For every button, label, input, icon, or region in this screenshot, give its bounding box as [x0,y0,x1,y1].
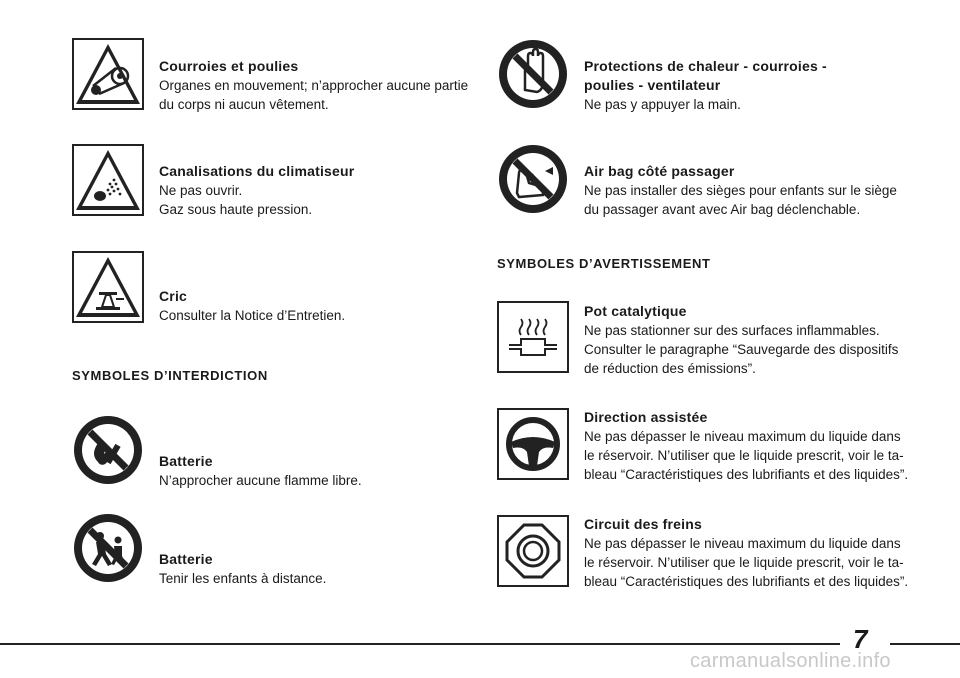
item-desc-line: du corps ni aucun vêtement. [159,97,329,112]
catalytic-text [584,302,898,378]
warning-heading: SYMBOLES D’AVERTISSEMENT [497,256,711,271]
page-number: 7 [853,624,868,654]
jack-text [159,287,345,325]
item-title: Batterie [159,551,213,567]
item-desc-line: Ne pas stationner sur des surfaces inflammables. [584,323,880,338]
item-title: poulies - ventilateur [584,77,721,93]
children-text [159,550,326,588]
item-title: Circuit des freins [584,516,702,532]
item-desc-line: bleau “Caractéristiques des lubrifiants et des liquides”. [584,574,909,589]
item-desc-line: N’approcher aucune flamme libre. [159,473,362,488]
no-flame-text [159,452,362,490]
item-title: Courroies et poulies [159,58,299,74]
item-desc-line: le réservoir. N’utiliser que le liquide prescrit, voir le ta- [584,555,904,570]
belt-pulley-warning-icon [72,38,144,110]
footer-rule-right [890,643,960,645]
item-desc-line: Ne pas y appuyer la main. [584,97,741,112]
belt-pulley-text [159,57,468,114]
item-desc-line: Gaz sous haute pression. [159,202,313,217]
steering-text [584,408,908,484]
no-open-flame-icon [72,414,144,486]
item-desc-line: Tenir les enfants à distance. [159,571,327,586]
airbag-text [584,162,897,219]
item-title: Direction assistée [584,409,708,425]
ac-pressure-warning-icon [72,144,144,216]
item-desc-line: Ne pas dépasser le niveau maximum du liquide dans [584,536,901,551]
item-desc-line: Ne pas dépasser le niveau maximum du liquide dans [584,429,901,444]
item-desc-line: Consulter le paragraphe “Sauvegarde des dispositifs [584,342,899,357]
item-desc-line: de réduction des émissions”. [584,361,756,376]
item-desc-line: le réservoir. N’utiliser que le liquide prescrit, voir le ta- [584,448,904,463]
prohibition-heading: SYMBOLES D’INTERDICTION [72,368,268,383]
item-title: Air bag côté passager [584,163,735,179]
jack-warning-icon [72,251,144,323]
item-title: Pot catalytique [584,303,687,319]
watermark: carmanualsonline.info [690,650,891,672]
catalytic-converter-icon [497,301,569,373]
brake-circuit-icon [497,515,569,587]
ac-text [159,162,354,219]
item-desc-line: Ne pas installer des sièges pour enfants sur le siège [584,183,897,198]
item-desc-line: bleau “Caractéristiques des lubrifiants et des liquides”. [584,467,909,482]
keep-children-away-icon [72,512,144,584]
no-hand-icon [497,38,569,110]
item-desc-line: Organes en mouvement; n’approcher aucune partie [159,78,469,93]
item-title: Protections de chaleur - courroies - [584,58,827,74]
steering-wheel-icon [497,408,569,480]
footer-rule-left [0,643,840,645]
item-desc-line: Consulter la Notice d’Entretien. [159,308,346,323]
item-desc-line: Ne pas ouvrir. [159,183,243,198]
item-desc-line: du passager avant avec Air bag déclenchable. [584,202,861,217]
no-child-seat-airbag-icon [497,143,569,215]
brakes-text [584,515,908,591]
no-hand-text [584,57,827,114]
item-title: Canalisations du climatiseur [159,163,355,179]
item-title: Cric [159,288,188,304]
item-title: Batterie [159,453,213,469]
